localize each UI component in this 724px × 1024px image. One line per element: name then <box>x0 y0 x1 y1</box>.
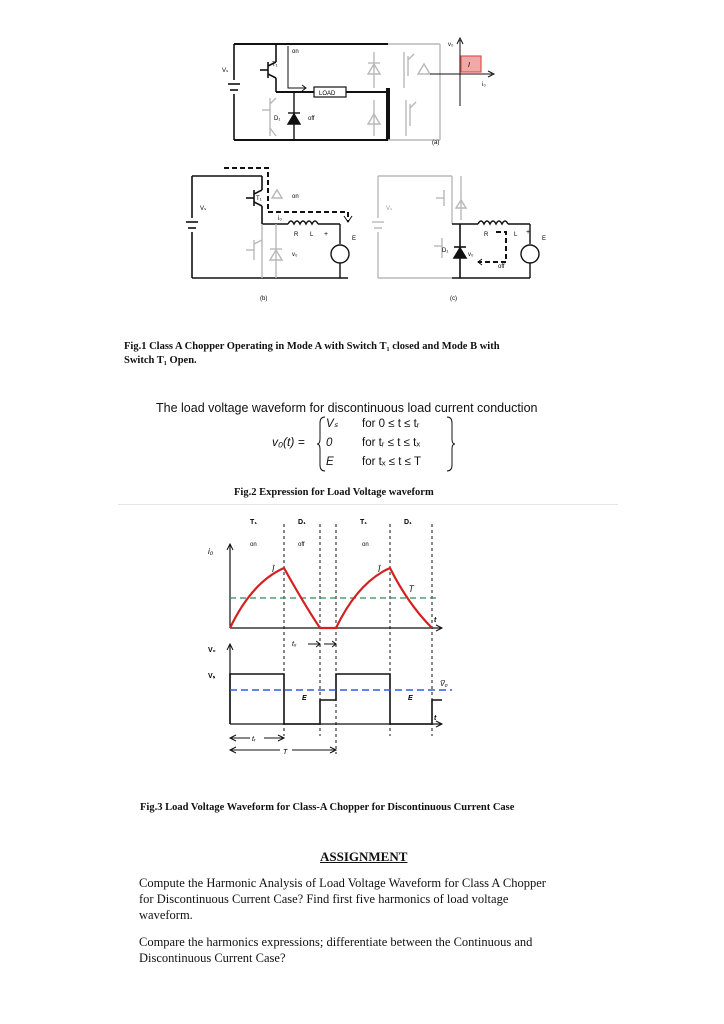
fig1c-inactive-parts <box>372 176 466 278</box>
fig3-io-label: i₀ <box>208 547 214 556</box>
fig1b-circuit <box>178 160 368 305</box>
fig1c-vs-label: Vₛ <box>386 206 393 212</box>
fig2-case-2-value: 0 <box>326 437 333 449</box>
fig3-t-label-2: t <box>434 715 437 722</box>
fig1a-diode-d1 <box>288 92 300 140</box>
fig1c-part-label: (c) <box>450 296 457 302</box>
fig3-d1-label-2: D₁ <box>404 519 412 526</box>
fig1-caption-line2: Switch T₁ Open. <box>124 355 197 366</box>
fig3-ibar-label: I̅ <box>410 585 413 594</box>
fig1b-e-label: E <box>352 236 357 242</box>
fig3-period-label: T <box>283 749 288 756</box>
fig1b-on-label: on <box>292 194 299 200</box>
fig1b-voltage-source <box>186 176 198 278</box>
fig1c-emf-source <box>521 245 539 263</box>
fig3-ihat-label-1: Î <box>272 565 275 574</box>
fig1b-plus-label: + <box>324 231 329 238</box>
fig2-left-brace <box>316 415 326 473</box>
fig3-vs-label: Vₛ <box>208 673 216 680</box>
fig1b-inductor <box>288 221 318 224</box>
fig1b-vs-label: Vₛ <box>200 206 207 212</box>
fig3-e-label-1: E <box>302 695 307 702</box>
fig1a-quadrant-box-label: I <box>468 62 470 69</box>
fig3-e-label-2: E <box>408 695 413 702</box>
fig3-tr-label: tᵣ <box>252 736 256 743</box>
fig1b-io-label: i₀ <box>278 216 282 222</box>
fig2-case-3-value: E <box>326 456 334 468</box>
fig2-case-1-cond: for 0 ≤ t ≤ tᵣ <box>362 418 420 430</box>
fig2-caption: Fig.2 Expression for Load Voltage waveform <box>234 487 434 498</box>
fig3-tx-label: tₓ <box>292 641 297 648</box>
fig2-title: The load voltage waveform for discontinuous load current conduction <box>156 401 538 415</box>
fig2-formula <box>268 415 468 473</box>
fig2-case-2-cond: for tᵣ ≤ t ≤ tₓ <box>362 437 421 449</box>
fig1a-on-label: on <box>292 49 299 55</box>
fig3-t-label-1: t <box>434 617 437 624</box>
fig1a-load-label: LOAD <box>319 91 336 97</box>
fig1c-vo-label: v₀ <box>468 252 474 258</box>
fig1a-off-label: off <box>308 116 315 122</box>
fig3-waveforms <box>196 510 466 770</box>
fig1c-plus-label: + <box>526 229 531 236</box>
fig3-on-label-2: on <box>362 542 369 548</box>
fig1a-part-label: (a) <box>432 140 440 146</box>
fig3-t1-label-2: T₁ <box>360 519 368 526</box>
fig1a-quadrant-v-label: v₀ <box>448 42 454 48</box>
fig3-ihat-label-2: Î <box>378 565 381 574</box>
assignment-q1-line3: waveform. <box>139 908 193 922</box>
fig1b-t1-label: T₁ <box>256 196 262 202</box>
fig1c-freewheel-path <box>478 232 506 262</box>
fig2-divider <box>118 504 618 505</box>
fig1c-l-label: L <box>514 232 518 238</box>
fig3-vertical-markers <box>284 524 432 754</box>
fig1b-emf-source <box>331 245 349 263</box>
fig2-case-1-value: Vₛ <box>326 418 338 430</box>
fig1b-vo-label: v₀ <box>292 252 298 258</box>
fig1b-r-label: R <box>294 232 299 238</box>
fig1a-vs-label: Vₛ <box>222 68 229 74</box>
assignment-question-1 <box>139 875 609 923</box>
fig1c-e-label: E <box>542 236 547 242</box>
fig2-case-3-cond: for tₓ ≤ t ≤ T <box>362 456 421 468</box>
assignment-q2-line1: Compare the harmonics expressions; differentiate between the Continuous and <box>139 935 533 949</box>
fig1c-circuit <box>368 160 558 305</box>
assignment-q1-line1: Compute the Harmonic Analysis of Load Voltage Waveform for Class A Chopper <box>139 876 546 890</box>
assignment-heading: ASSIGNMENT <box>320 849 408 864</box>
fig3-caption: Fig.3 Load Voltage Waveform for Class-A Chopper for Discontinuous Current Case <box>140 802 515 813</box>
fig3-vbar-label: V̅₀ <box>440 681 448 688</box>
fig1a-quadrant-box <box>461 56 481 72</box>
fig2-case-conditions <box>362 415 421 472</box>
fig1b-l-label: L <box>310 232 314 238</box>
assignment-q2-line2: Discontinuous Current Case? <box>139 951 286 965</box>
fig2-lhs: v₀(t) = <box>272 435 305 449</box>
fig1c-d1-label: D₁ <box>442 248 449 254</box>
assignment-question-2 <box>139 934 609 966</box>
fig1a-switch-t1 <box>260 44 276 92</box>
fig2-case-values <box>326 415 338 472</box>
fig1-caption <box>124 340 564 368</box>
fig1b-inactive-parts <box>246 190 282 278</box>
fig3-t1-label-1: T₁ <box>250 519 258 526</box>
fig1c-off-label: off <box>498 264 505 270</box>
fig1c-diode-d1 <box>454 224 466 278</box>
fig1a-circuit <box>210 32 510 152</box>
fig3-off-label-1: off <box>298 542 305 548</box>
fig3-on-label-1: on <box>250 542 257 548</box>
fig1a-d1-label: D₁ <box>274 116 281 122</box>
fig1b-part-label: (b) <box>260 296 268 302</box>
fig1a-quadrant-axes <box>430 40 492 106</box>
fig1a-voltage-source <box>228 44 240 140</box>
fig3-d1-label-1: D₁ <box>298 519 306 526</box>
fig1a-t1-label: T₁ <box>272 62 278 68</box>
fig3-vo-label: V₀ <box>208 647 216 654</box>
fig1c-r-label: R <box>484 232 489 238</box>
assignment-q1-line2: for Discontinuous Current Case? Find first five harmonics of load voltage <box>139 892 509 906</box>
fig1-caption-line1: Fig.1 Class A Chopper Operating in Mode A with Switch T₁ closed and Mode B with <box>124 341 500 352</box>
fig2-right-brace <box>446 415 456 473</box>
fig1a-quadrant-i-label: i₀ <box>482 82 486 88</box>
fig1c-inductor <box>478 221 508 224</box>
